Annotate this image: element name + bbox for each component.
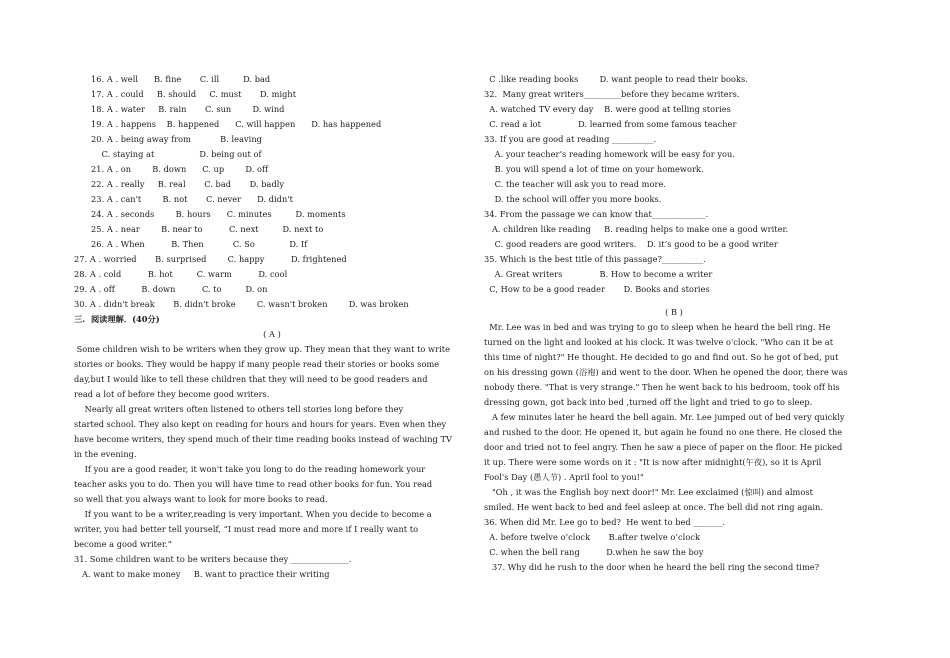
passage-b-line: this time of night?" He thought. He decided to go and find out. So he got of bed, put: [484, 352, 839, 362]
q23: 23. A . can't B. not C. never D. didn't: [91, 194, 293, 204]
q36-options-ab: A. before twelve o’clock B.after twelve o’clock: [484, 532, 700, 542]
passage-a-line: writer, you had better tell yourself, “I must read more and more if I really want to: [74, 524, 419, 534]
q18: 18. A . water B. rain C. sun D. wind: [91, 104, 285, 114]
passage-a-line: read a lot of before they become good writers.: [74, 389, 270, 399]
q24: 24. A . seconds B. hours C. minutes D. moments: [91, 209, 346, 219]
passage-a-line: so well that you always want to look for more books to read.: [74, 494, 328, 504]
q34-options-cd: C. good readers are good writers. D. it’s good to be a good writer: [484, 239, 778, 249]
q16: 16. A . well B. fine C. ill D. bad: [91, 74, 271, 84]
q34: 34. From the passage we can know that_____________.: [484, 209, 709, 219]
passage-b-line: door and tried not to feel angry. Then he saw a piece of paper on the floor. He picked: [484, 442, 843, 452]
q28: 28. A . cold B. hot C. warm D. cool: [74, 269, 288, 279]
q31: 31. Some children want to be writers because they ______________.: [74, 554, 352, 564]
passage-a-line: have become writers, they spend much of their time reading books instead of waching TV: [74, 434, 452, 444]
q22: 22. A . really B. real C. bad D. badly: [91, 179, 285, 189]
passage-a-line: Nearly all great writers often listened to others tell stories long before they: [74, 404, 404, 414]
q33-option-c: C. the teacher will ask you to read more.: [484, 179, 666, 189]
passage-a-line: If you want to be a writer,reading is very important. When you decide to become a: [74, 509, 432, 519]
q33-option-b: B. you will spend a lot of time on your homework.: [484, 164, 704, 174]
passage-b-line: turned on the light and looked at his clock. It was twelve o'clock. "Who can it be at: [484, 337, 834, 347]
passage-b-line: and rushed to the door. He opened it, but again he found no one there. He closed the: [484, 427, 843, 437]
passage-b-line: it up. There were some words on it : "It is now after midnight(午夜), so it is April: [484, 457, 822, 467]
passage-b-line: smiled. He went back to bed and feel asleep at once. The bell did not ring again.: [484, 502, 824, 512]
q33-option-a: A. your teacher’s reading homework will be easy for you.: [484, 149, 735, 159]
q21: 21. A . on B. down C. up D. off: [91, 164, 269, 174]
q20-line2: C. staying at D. being out of: [91, 149, 262, 159]
q25: 25. A . near B. near to C. next D. next to: [91, 224, 324, 234]
q32: 32. Many great writers_________before they became writers.: [484, 89, 740, 99]
q37: 37. Why did he rush to the door when he heard the bell ring the second time?: [484, 562, 820, 572]
q30: 30. A . didn't break B. didn't broke C. wasn't broken D. was broken: [74, 299, 409, 309]
passage-b-line: Fool's Day (愚人节) . April fool to you!": [484, 472, 644, 482]
q17: 17. A . could B. should C. must D. might: [91, 89, 297, 99]
passage-a-line: started school. They also kept on reading for hours and hours for years. Even when they: [74, 419, 447, 429]
passage-a-line: If you are a good reader, it won't take you long to do the reading homework your: [74, 464, 426, 474]
passage-b-line: Mr. Lee was in bed and was trying to go to sleep when he heard the bell ring. He: [484, 322, 831, 332]
q36-options-cd: C. when the bell rang D.when he saw the boy: [484, 547, 704, 557]
passage-a-line: in the evening.: [74, 449, 137, 459]
passage-b-line: A few minutes later he heard the bell again. Mr. Lee jumped out of bed very quickly: [484, 412, 845, 422]
q33-option-d: D. the school will offer you more books.: [484, 194, 662, 204]
passage-a-heading: ( A ): [263, 329, 281, 339]
q31-options-cd: C .like reading books D. want people to read their books.: [484, 74, 748, 84]
q36: 36. When did Mr. Lee go to bed? He went to bed _______.: [484, 517, 726, 527]
q19: 19. A . happens B. happened C. will happen D. has happened: [91, 119, 382, 129]
q20-line1: 20. A . being away from B. leaving: [91, 134, 262, 144]
q32-options-ab: A. watched TV every day B. were good at telling stories: [484, 104, 731, 114]
q32-options-cd: C. read a lot D. learned from some famous teacher: [484, 119, 737, 129]
q35-options-ab: A. Great writers B. How to become a writer: [484, 269, 713, 279]
q35: 35. Which is the best title of this passage?__________.: [484, 254, 706, 264]
q35-options-cd: C, How to be a good reader D. Books and stories: [484, 284, 710, 294]
q31-options: A. want to make money B. want to practice their writing: [74, 569, 330, 579]
passage-a-line: Some children wish to be writers when they grow up. They mean that they want to write: [74, 344, 450, 354]
section-heading: 三. 阅读理解．(40分): [74, 314, 160, 324]
passage-b-line: "Oh , it was the English boy next door!" Mr. Lee exclaimed (惊叫) and almost: [484, 487, 813, 497]
q27: 27. A . worried B. surprised C. happy D. frightened: [74, 254, 347, 264]
passage-b-line: on his dressing gown (浴袍) and went to the door. When he opened the door, there was: [484, 367, 848, 377]
passage-a-line: day,but I would like to tell these children that they will need to be good readers and: [74, 374, 428, 384]
passage-b-line: dressing gown, got back into bed ,turned off the light and tried to go to sleep.: [484, 397, 813, 407]
passage-a-line: become a good writer.”: [74, 539, 172, 549]
passage-a-line: teacher asks you to do. Then you will have time to read other books for fun. You read: [74, 479, 433, 489]
q29: 29. A . off B. down C. to D. on: [74, 284, 268, 294]
q26: 26. A . When B. Then C. So D. If: [91, 239, 308, 249]
passage-a-line: stories or books. They would be happy if many people read their stories or books some: [74, 359, 440, 369]
q34-options-ab: A. children like reading B. reading helps to make one a good writer.: [484, 224, 789, 234]
q33: 33. If you are good at reading __________.: [484, 134, 657, 144]
passage-b-line: nobody there. "That is very strange." Then he went back to his bedroom, took off his: [484, 382, 840, 392]
passage-b-heading: ( B ): [665, 307, 683, 317]
